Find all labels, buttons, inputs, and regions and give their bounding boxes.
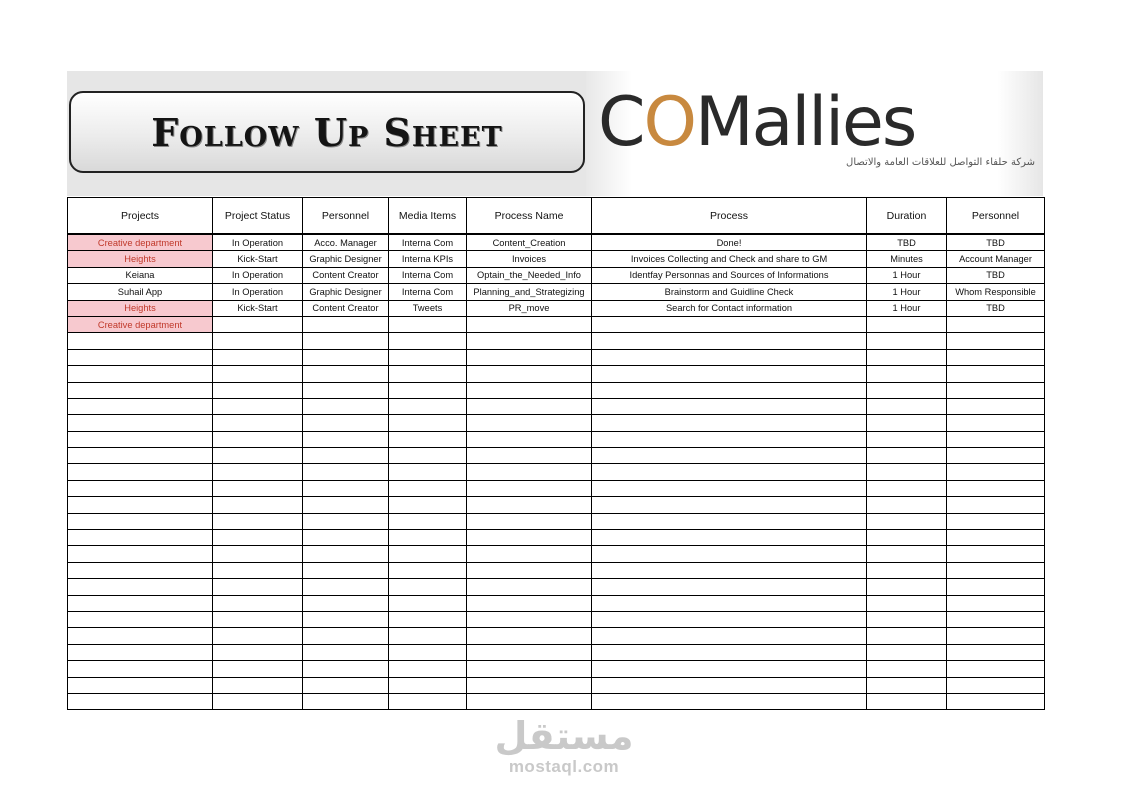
table-cell[interactable] (867, 628, 947, 644)
table-row-empty (68, 595, 1045, 611)
table-cell[interactable] (592, 431, 867, 447)
table-cell[interactable] (303, 530, 389, 546)
table-cell[interactable] (467, 628, 592, 644)
table-cell[interactable]: Interna Com (389, 234, 467, 251)
table-cell[interactable] (213, 693, 303, 709)
table-cell[interactable]: Content_Creation (467, 234, 592, 251)
table-cell[interactable] (592, 415, 867, 431)
table-cell[interactable] (592, 464, 867, 480)
table-cell[interactable] (947, 611, 1045, 627)
table-cell[interactable]: In Operation (213, 267, 303, 283)
table-cell[interactable] (947, 398, 1045, 414)
table-cell[interactable] (213, 595, 303, 611)
table-cell[interactable] (947, 513, 1045, 529)
table-cell[interactable] (213, 546, 303, 562)
table-cell[interactable] (303, 546, 389, 562)
table-cell[interactable] (867, 579, 947, 595)
table-row-empty (68, 628, 1045, 644)
table-cell[interactable] (592, 349, 867, 365)
table-cell[interactable] (68, 513, 213, 529)
logo-wordmark (598, 83, 916, 162)
table-cell[interactable] (213, 431, 303, 447)
table-row-empty (68, 398, 1045, 414)
table-cell[interactable] (68, 693, 213, 709)
table-cell[interactable] (213, 611, 303, 627)
table-cell[interactable] (947, 693, 1045, 709)
column-header: Personnel (947, 198, 1045, 235)
table-cell[interactable] (947, 382, 1045, 398)
table-cell[interactable] (68, 546, 213, 562)
table-cell[interactable] (467, 661, 592, 677)
table-cell[interactable] (867, 497, 947, 513)
table-cell[interactable] (213, 530, 303, 546)
table-cell[interactable] (947, 349, 1045, 365)
table-cell[interactable] (68, 628, 213, 644)
table-cell[interactable] (213, 628, 303, 644)
table-cell[interactable] (867, 562, 947, 578)
table-cell[interactable] (389, 677, 467, 693)
table-cell[interactable] (68, 464, 213, 480)
table-cell[interactable] (467, 480, 592, 496)
table-cell[interactable] (947, 644, 1045, 660)
table-cell[interactable]: Planning_and_Strategizing (467, 284, 592, 300)
table-cell[interactable] (592, 513, 867, 529)
table-cell[interactable]: Done! (592, 234, 867, 251)
table-cell[interactable] (467, 513, 592, 529)
table-cell[interactable] (303, 497, 389, 513)
table-row-empty (68, 513, 1045, 529)
table-row-empty (68, 644, 1045, 660)
table-cell[interactable]: Identfay Personnas and Sources of Informations (592, 267, 867, 283)
table-cell[interactable] (68, 661, 213, 677)
table-cell[interactable] (947, 497, 1045, 513)
table-cell[interactable]: Tweets (389, 300, 467, 316)
table-cell[interactable] (867, 611, 947, 627)
table-cell[interactable] (213, 464, 303, 480)
table-cell[interactable] (68, 611, 213, 627)
table-cell[interactable]: Optain_the_Needed_Info (467, 267, 592, 283)
table-cell[interactable] (947, 333, 1045, 349)
table-cell[interactable] (947, 546, 1045, 562)
table-cell[interactable] (467, 562, 592, 578)
table-cell[interactable] (592, 579, 867, 595)
column-header: Duration (867, 198, 947, 235)
table-row-empty (68, 415, 1045, 431)
table-cell[interactable] (592, 333, 867, 349)
table-cell[interactable] (467, 595, 592, 611)
table-cell[interactable] (947, 628, 1045, 644)
table-cell[interactable] (389, 448, 467, 464)
table-row-empty (68, 611, 1045, 627)
table-cell[interactable] (303, 431, 389, 447)
table-cell[interactable] (867, 382, 947, 398)
table-cell[interactable] (467, 415, 592, 431)
table-row-empty (68, 693, 1045, 709)
table-cell[interactable] (303, 677, 389, 693)
table-cell[interactable]: Heights (68, 300, 213, 316)
table-cell[interactable] (947, 366, 1045, 382)
table-cell[interactable] (867, 530, 947, 546)
table-cell[interactable] (947, 562, 1045, 578)
table-cell[interactable] (213, 513, 303, 529)
table-cell[interactable] (867, 333, 947, 349)
follow-up-table (67, 197, 1045, 710)
table-cell[interactable] (389, 349, 467, 365)
table-cell[interactable] (68, 480, 213, 496)
table-cell[interactable] (947, 316, 1045, 332)
table-cell[interactable]: Suhail App (68, 284, 213, 300)
table-cell[interactable] (467, 431, 592, 447)
table-cell[interactable]: In Operation (213, 234, 303, 251)
company-logo (586, 71, 1043, 196)
table-cell[interactable] (68, 562, 213, 578)
table-cell[interactable] (213, 661, 303, 677)
title-box (69, 91, 585, 173)
watermark-latin: mostaql.com (508, 757, 620, 776)
table-cell[interactable] (303, 480, 389, 496)
table-cell[interactable] (68, 382, 213, 398)
table-cell[interactable] (303, 366, 389, 382)
table-cell[interactable] (947, 677, 1045, 693)
table-cell[interactable] (303, 611, 389, 627)
table-cell[interactable] (68, 366, 213, 382)
table-cell[interactable] (389, 595, 467, 611)
table-cell[interactable] (467, 530, 592, 546)
table-row-empty (68, 448, 1045, 464)
table-cell[interactable] (947, 431, 1045, 447)
table-cell[interactable]: 1 Hour (867, 284, 947, 300)
table-body (68, 234, 1045, 710)
table-cell[interactable] (68, 677, 213, 693)
table-cell[interactable] (213, 677, 303, 693)
table-row (68, 284, 1045, 300)
table-cell[interactable] (213, 333, 303, 349)
table-cell[interactable] (213, 366, 303, 382)
logo-letters-mallies: Mallies (695, 83, 916, 162)
table-cell[interactable] (389, 661, 467, 677)
watermark (494, 715, 634, 777)
table-cell[interactable] (947, 464, 1045, 480)
table-cell[interactable] (68, 333, 213, 349)
table-cell[interactable] (467, 349, 592, 365)
table-cell[interactable] (303, 464, 389, 480)
table-cell[interactable] (867, 448, 947, 464)
table-cell[interactable] (467, 497, 592, 513)
table-cell[interactable] (867, 366, 947, 382)
table-cell[interactable]: Interna KPIs (389, 251, 467, 267)
table-cell[interactable] (68, 431, 213, 447)
table-cell[interactable] (389, 562, 467, 578)
table-cell[interactable] (867, 398, 947, 414)
table-cell[interactable]: 1 Hour (867, 267, 947, 283)
table-cell[interactable] (867, 415, 947, 431)
table-cell[interactable]: Account Manager (947, 251, 1045, 267)
table-cell[interactable]: TBD (867, 234, 947, 251)
table-row-empty (68, 661, 1045, 677)
table-cell[interactable] (467, 546, 592, 562)
table-cell[interactable] (389, 382, 467, 398)
table-cell[interactable] (592, 611, 867, 627)
table-cell[interactable]: TBD (947, 234, 1045, 251)
table-row (68, 316, 1045, 332)
table-row-empty (68, 333, 1045, 349)
table-cell[interactable] (467, 316, 592, 332)
table-cell[interactable] (389, 464, 467, 480)
table-row-empty (68, 480, 1045, 496)
table-cell[interactable] (303, 562, 389, 578)
table-cell[interactable] (592, 546, 867, 562)
table-cell[interactable]: Whom Responsible (947, 284, 1045, 300)
table-cell[interactable] (592, 595, 867, 611)
table-cell[interactable]: Graphic Designer (303, 284, 389, 300)
table-cell[interactable] (867, 693, 947, 709)
table-cell[interactable] (389, 546, 467, 562)
table-cell[interactable] (303, 579, 389, 595)
column-header: Personnel (303, 198, 389, 235)
table-cell[interactable]: Invoices (467, 251, 592, 267)
table-row-empty (68, 677, 1045, 693)
table-cell[interactable]: In Operation (213, 284, 303, 300)
logo-letter-o: O (643, 83, 696, 162)
table-cell[interactable] (68, 448, 213, 464)
table-cell[interactable] (213, 579, 303, 595)
table-cell[interactable] (389, 611, 467, 627)
table-cell[interactable]: Creative department (68, 234, 213, 251)
table-cell[interactable] (867, 677, 947, 693)
table-cell[interactable] (389, 628, 467, 644)
table-cell[interactable] (592, 644, 867, 660)
table-cell[interactable] (213, 415, 303, 431)
table-cell[interactable] (867, 644, 947, 660)
table-cell[interactable] (213, 644, 303, 660)
table-row-empty (68, 530, 1045, 546)
page-title: Follow Up Sheet (151, 109, 503, 155)
table-row-empty (68, 562, 1045, 578)
table-cell[interactable]: Minutes (867, 251, 947, 267)
table-cell[interactable] (467, 611, 592, 627)
table-cell[interactable]: Search for Contact information (592, 300, 867, 316)
table-cell[interactable]: Invoices Collecting and Check and share to GM (592, 251, 867, 267)
column-header: Project Status (213, 198, 303, 235)
table-cell[interactable] (389, 415, 467, 431)
column-header: Process (592, 198, 867, 235)
table-cell[interactable]: Brainstorm and Guidline Check (592, 284, 867, 300)
table-cell[interactable] (592, 497, 867, 513)
table-cell[interactable] (389, 513, 467, 529)
table-cell[interactable] (303, 693, 389, 709)
table-cell[interactable] (213, 497, 303, 513)
table-cell[interactable] (213, 480, 303, 496)
table-cell[interactable] (389, 316, 467, 332)
table-cell[interactable]: 1 Hour (867, 300, 947, 316)
table-row (68, 300, 1045, 316)
table-cell[interactable] (213, 562, 303, 578)
table-cell[interactable]: Heights (68, 251, 213, 267)
table-cell[interactable] (867, 546, 947, 562)
table-cell[interactable] (592, 480, 867, 496)
table-cell[interactable]: PR_move (467, 300, 592, 316)
table-cell[interactable] (303, 349, 389, 365)
table-cell[interactable] (303, 398, 389, 414)
table-cell[interactable] (867, 316, 947, 332)
table-row-empty (68, 546, 1045, 562)
watermark-arabic: مستقل (494, 714, 634, 758)
table-cell[interactable] (867, 513, 947, 529)
table-row-empty (68, 382, 1045, 398)
table-cell[interactable] (467, 464, 592, 480)
table-cell[interactable]: Keiana (68, 267, 213, 283)
table-row-empty (68, 349, 1045, 365)
table-cell[interactable] (592, 562, 867, 578)
table-cell[interactable] (68, 579, 213, 595)
table-cell[interactable] (389, 398, 467, 414)
table-row-empty (68, 464, 1045, 480)
table-cell[interactable] (389, 366, 467, 382)
table-row-empty (68, 431, 1045, 447)
table-cell[interactable] (867, 595, 947, 611)
table-row-empty (68, 366, 1045, 382)
table-cell[interactable] (467, 579, 592, 595)
table-cell[interactable] (467, 677, 592, 693)
table-cell[interactable] (867, 349, 947, 365)
table-cell[interactable] (592, 693, 867, 709)
table-cell[interactable] (467, 366, 592, 382)
table-cell[interactable] (303, 661, 389, 677)
table-cell[interactable] (467, 644, 592, 660)
table-header-row (68, 198, 1045, 235)
table-row-empty (68, 579, 1045, 595)
table-cell[interactable] (467, 693, 592, 709)
table-cell[interactable] (389, 530, 467, 546)
table-cell[interactable] (867, 480, 947, 496)
table-cell[interactable] (213, 349, 303, 365)
table-cell[interactable]: Content Creator (303, 300, 389, 316)
table-cell[interactable] (867, 661, 947, 677)
table-cell[interactable] (947, 661, 1045, 677)
table-cell[interactable] (68, 415, 213, 431)
table-cell[interactable] (467, 448, 592, 464)
table-cell[interactable] (303, 644, 389, 660)
table-cell[interactable] (592, 398, 867, 414)
table-cell[interactable]: Interna Com (389, 284, 467, 300)
table-cell[interactable] (68, 349, 213, 365)
table-cell[interactable]: Interna Com (389, 267, 467, 283)
table-cell[interactable] (467, 398, 592, 414)
table-cell[interactable] (303, 316, 389, 332)
table-cell[interactable] (592, 366, 867, 382)
column-header: Media Items (389, 198, 467, 235)
table-row (68, 251, 1045, 267)
table-cell[interactable]: Kick-Start (213, 251, 303, 267)
table-cell[interactable]: Kick-Start (213, 300, 303, 316)
table-cell[interactable] (213, 448, 303, 464)
table-row (68, 234, 1045, 251)
table-cell[interactable] (947, 530, 1045, 546)
table-cell[interactable] (68, 530, 213, 546)
table-cell[interactable] (68, 398, 213, 414)
table-cell[interactable] (303, 415, 389, 431)
table-cell[interactable] (68, 644, 213, 660)
table-cell[interactable] (303, 595, 389, 611)
table-cell[interactable] (592, 382, 867, 398)
table-cell[interactable]: Content Creator (303, 267, 389, 283)
table-cell[interactable] (213, 398, 303, 414)
table-cell[interactable]: Acco. Manager (303, 234, 389, 251)
logo-subtitle: شركة حلفاء التواصل للعلاقات العامة والاتصال (846, 157, 1035, 168)
table-cell[interactable] (389, 431, 467, 447)
table-cell[interactable] (592, 316, 867, 332)
table-cell[interactable] (867, 464, 947, 480)
table-cell[interactable] (303, 333, 389, 349)
column-header: Projects (68, 198, 213, 235)
table-cell[interactable] (68, 595, 213, 611)
table-cell[interactable] (592, 677, 867, 693)
table-cell[interactable]: TBD (947, 300, 1045, 316)
table-cell[interactable] (592, 448, 867, 464)
table-cell[interactable] (389, 693, 467, 709)
table-cell[interactable] (947, 595, 1045, 611)
table-cell[interactable] (68, 497, 213, 513)
table-cell[interactable] (947, 448, 1045, 464)
table-cell[interactable] (213, 382, 303, 398)
table-cell[interactable]: TBD (947, 267, 1045, 283)
table-cell[interactable] (389, 480, 467, 496)
table-cell[interactable] (213, 316, 303, 332)
table-cell[interactable] (592, 628, 867, 644)
table-cell[interactable] (947, 579, 1045, 595)
table-cell[interactable] (389, 497, 467, 513)
logo-letter-c: C (598, 83, 644, 162)
table-cell[interactable] (947, 480, 1045, 496)
table-cell[interactable] (389, 333, 467, 349)
table-cell[interactable] (592, 661, 867, 677)
table-cell[interactable]: Graphic Designer (303, 251, 389, 267)
table-cell[interactable] (389, 579, 467, 595)
table-cell[interactable] (303, 448, 389, 464)
table-cell[interactable] (303, 382, 389, 398)
table-cell[interactable] (947, 415, 1045, 431)
table-cell[interactable] (389, 644, 467, 660)
table-cell[interactable]: Creative department (68, 316, 213, 332)
table-cell[interactable] (467, 333, 592, 349)
table-cell[interactable] (303, 513, 389, 529)
table-row (68, 267, 1045, 283)
table-cell[interactable] (592, 530, 867, 546)
table-cell[interactable] (867, 431, 947, 447)
table-cell[interactable] (303, 628, 389, 644)
table-cell[interactable] (467, 382, 592, 398)
table-row-empty (68, 497, 1045, 513)
column-header: Process Name (467, 198, 592, 235)
